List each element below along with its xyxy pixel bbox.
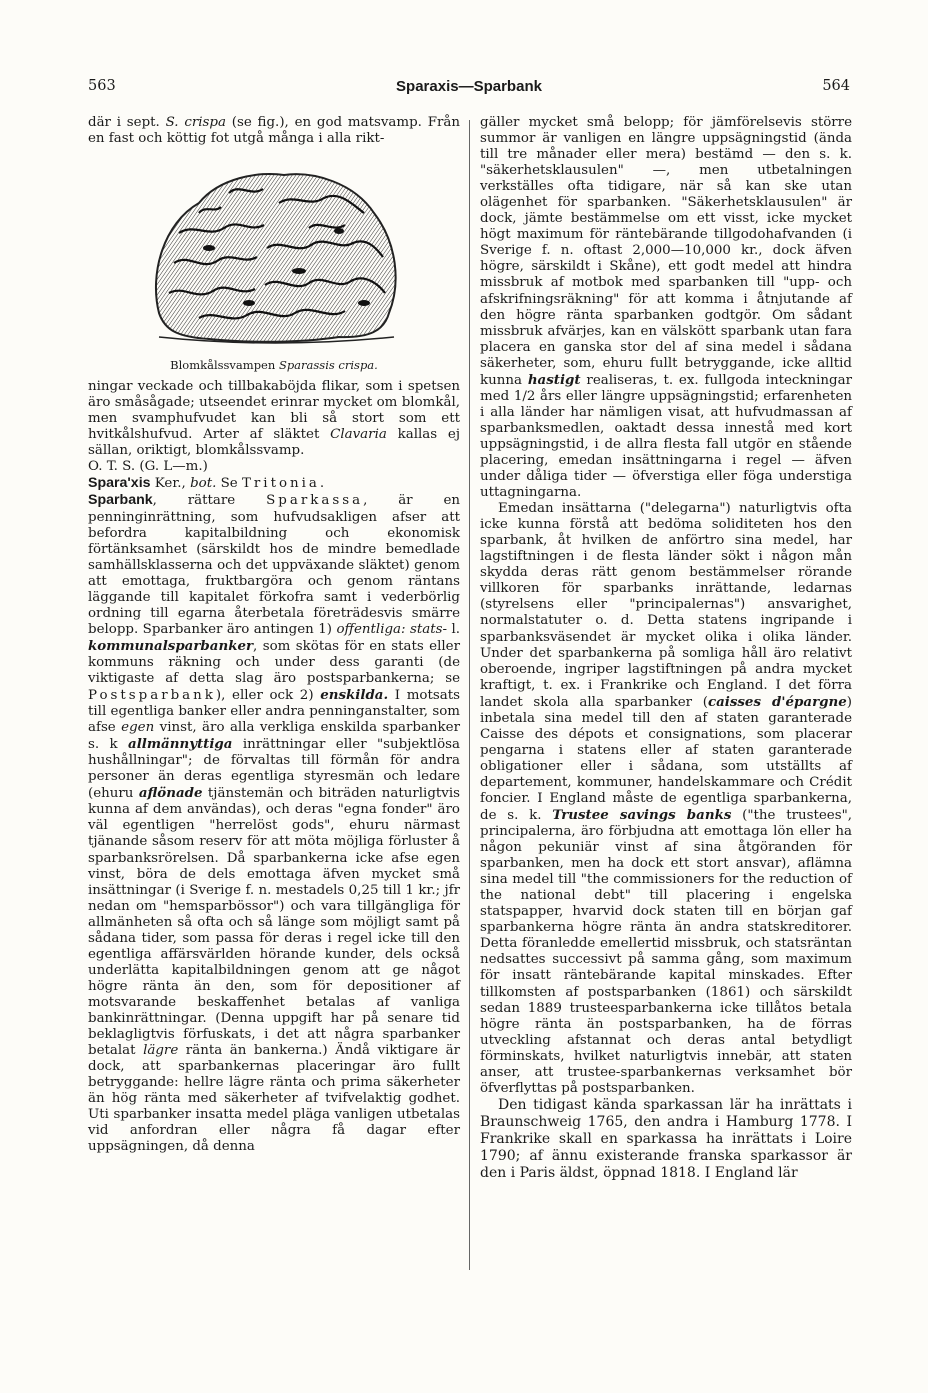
running-header xyxy=(88,78,850,100)
headword-sparaxis: Spara'xis xyxy=(88,475,151,492)
headword-sparbank: Sparbank xyxy=(88,492,153,509)
cross-reference-tritonia[interactable]: Tritonia xyxy=(241,476,320,492)
figure-caption: Blomkålssvampen Sparassis crispa. xyxy=(170,358,378,373)
cross-reference-postsparbank[interactable]: Postsparbank xyxy=(88,688,216,704)
author-signature: O. T. S. (G. L—m.) xyxy=(88,459,208,475)
paragraph-sparassis-desc: ningar veckade och tillbakaböjda flikar, som i spetsen äro småsågade; utseendet erinrar mycket om blomkål, men svamphufvudet kan bli så stort som ett hvitkålshufvud. Arter af släktet Clavaria kallas ej sällan, oriktigt, blomkålssvamp. xyxy=(88,379,460,459)
entry-sparbank: Sparbank, rättare Sparkassa, är en penninginrättning, som hufvudsakligen afser att befordra kapitalbildning och ekonomisk förtänksamhet (särskildt hos de mindre bemedlade samhällsklasserna och det uppväxande släktet) genom att emottaga, fruktbargöra och genom räntans läggande till kapitalet förkofra samt i vederbörlig ordning till egarna återbetala företrädesvis smärre belopp. Sparbanker äro antingen 1) offentliga: stats- l. kommunalsparbanker, som skötas för en stats eller kommuns räkning och under dess garanti (de viktigaste af detta slag äro postsparbankerna; se Postsparbank), eller ock 2) enskilda. I motsats till egentliga banker eller andra penninganstalter, som afse egen vinst, äro alla verkliga enskilda sparbanker s. k allmännyttiga inrättningar eller "subjektlösa hushållningar"; de förvaltas till förmån för andra personer än deras egentliga styresmän och ledare (ehuru aflönade tjänstemän och biträden naturligtvis kunna af dem användas), och deras "egna fonder" äro väl egentligen "herrelöst gods", ehuru närmast tjänande såsom reserv för att möta möjliga förluster å sparbanksrörelsen. Då sparbankerna icke afse egen vinst, böra de dels emottaga äfven mycket små insättningar (i Sverige f. n. mestadels 0,25 till 1 kr.; jfr nedan om "hemsparbössor") och vara tillgängliga för allmänheten så ofta och så länge som möjligt samt på sådana tider, som passa för deras i regel icke till den egentliga affärsvärlden hörande kunder, dels också underlätta kapitalbildningen genom att ge något högre ränta än den, som för depositioner af motsvarande beskaffenhet betalas af vanliga bankinrättningar. (Denna uppgift har på senare tid beklagligtvis förfuskats, i det att några sparbanker betalat lägre ränta än bankerna.) Ändå viktigare är dock, att sparbankernas placeringar äro fullt betryggande: hellre lägre ränta och prima säkerheter än hög ränta med säkerheter af tvifvelaktig godhet. Uti sparbanker insatta medel pläga vanligen utbetalas vid anfordran eller några få dagar efter uppsägningen, då denna xyxy=(88,492,461,1155)
left-column xyxy=(88,115,460,1155)
paragraph-historia: Den tidigast kända sparkassan lär ha inrättats i Braunschweig 1765, den andra i Hamburg 1778. I Frankrike skall en sparkassa ha inrättats i Loire 1790; af ännu existerande franska sparkassor är den i Paris äldst, öppnad 1818. I England lär xyxy=(480,1096,852,1181)
page-number-right: 564 xyxy=(822,78,850,94)
paragraph-sparassis-cont: där i sept. S. crispa (se fig.), en god matsvamp. Från en fast och köttig fot utgå många i alla rikt- xyxy=(88,115,460,147)
cauliflower-fungus-engraving-icon xyxy=(139,153,409,353)
page-number-left: 563 xyxy=(88,78,116,94)
right-column xyxy=(480,115,852,1182)
column-divider xyxy=(469,120,470,1270)
running-title: Sparaxis—Sparbank xyxy=(396,78,542,95)
paragraph-lagstiftning: Emedan insättarna ("delegarna") naturligtvis ofta icke kunna förstå att bedöma soliditeten hos den sparbank, åt hvilken de anförtro sina medel, har lagstiftningen i de flesta länder sökt i någon mån skydda deras rätt genom bestämmelser rörande villkoren för sparbanks inrättande, ledarnas (styrelsens eller "principalernas") ansvarighet, normalstatuter o. d. Detta statens ingripande i sparbanksväsendet är mycket olika i olika länder. Under det sparbankerna på somliga håll äro relativt oberoende, ingriper lagstiftningen på andra mycket kraftigt, t. ex. i Frankrike och England. I det förra landet skola alla sparbanker (caisses d'épargne) inbetala sina medel till den af staten garanterade Caisse des dépots et consignations, som placerar pengarna i statens eller af staten garanterade obligationer eller i sådana, som utställts af departement, kommuner, handelskammare och Crédit foncier. I England måste de egentliga sparbankerna, de s. k. Trustee savings banks ("the trustees", principalerna, äro förbjudna att emottaga lön eller ha någon pekuniär vinst af sina åtgöranden för sparbanken, men ha dock ett stort ansvar), aflämna sina medel till "the commissioners for the reduction of the national debt" till placering i engelska statspapper, hvarvid dock staten till en början gaf sparbankerna högre ränta än andra statskreditorer. Detta föranledde emellertid missbruk, och statsräntan nedsattes successivt på samma gång, som maximum för insatt räntebärande kapital minskades. Efter tillkomsten af postsparbanken (1861) och särskildt sedan 1889 trusteesparbankerna icke tillåtos betala högre ränta än postsparbanken, ha de förras utveckling afstannat och deras antal betydligt förminskats, hvilket naturligtvis innebär, att staten anser, att trustee-sparbankernas verksamhet bör öfverflyttas på postsparbanken. xyxy=(480,501,853,1096)
entry-sparaxis: Spara'xis Ker., bot. Se Tritonia. xyxy=(88,475,325,492)
figure-sparassis xyxy=(88,153,460,353)
paragraph-sakerhetsklausul: gäller mycket små belopp; för jämförelsevis större summor är vanligen en längre uppsägningstid (ända till tre månader eller mera) bestämd — den s. k. "säkerhetsklausulen" —, men utbetalningen verkställes ofta tidigare, när så kan ske utan olägenhet för sparbanken. "Säkerhetsklausulen" är dock, jämte bestämmelse om ett visst, icke mycket högt maximum för räntebärande tillgodohafvanden (i Sverige f. n. oftast 2,000—10,000 kr., dock äfven högre, särskildt i Skåne), ett godt medel att hindra missbruk af motbok med sparbanken till "upp- och afskrifningsräkning" för att komma i åtnjutande af den högre ränta sparbanken godtgör. Om sådant missbruk afvärjes, kan en välskött sparbank utan fara placera en ganska stor del af sina medel i sådana säkerheter, som, ehuru fullt betryggande, icke alltid kunna hastigt realiseras, t. ex. fullgoda inteckningar med 1/2 års eller längre uppsägningstid; erfarenheten i alla länder har nämligen visat, att hufvudmassan af sparbanksmedlen, oaktadt dessa innestå med kort uppsägningstid, i de allra flesta fall utgör en stående placering, emedan insättningarna i regel — äfven under dåliga tider — öfverstiga eller föga understiga uttagningarna. xyxy=(480,115,852,501)
